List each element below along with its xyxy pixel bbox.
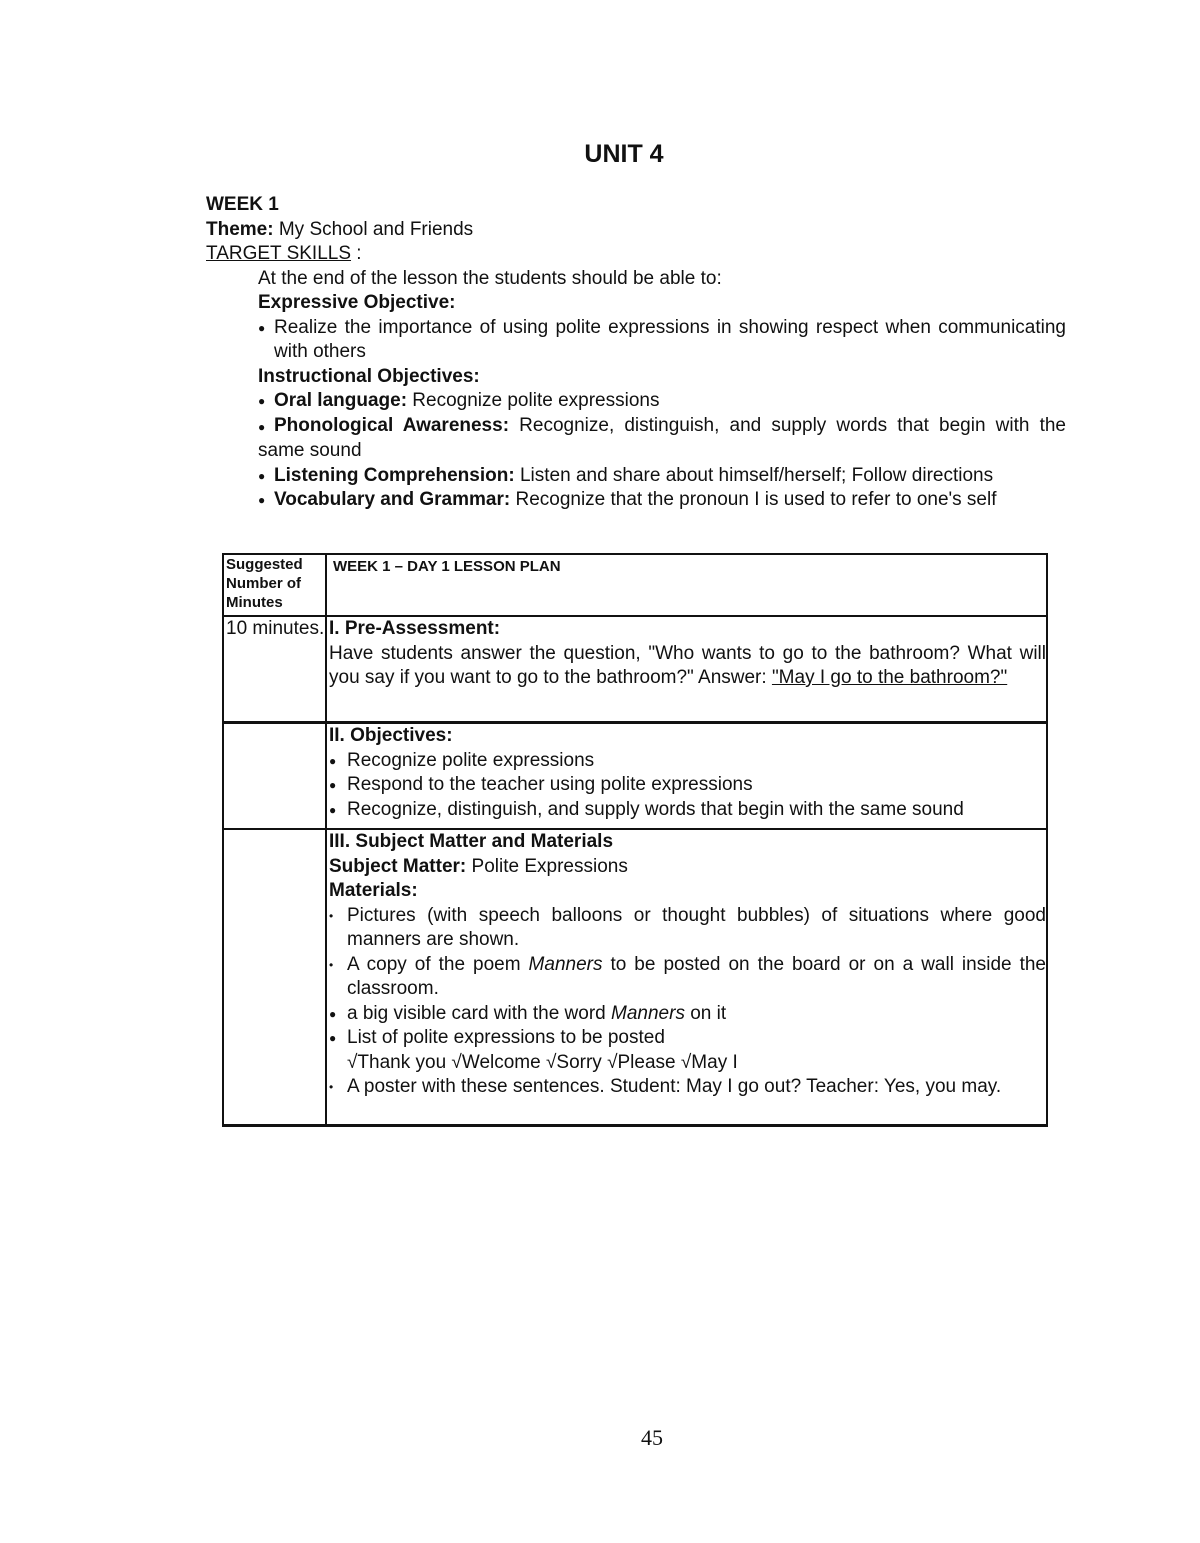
expressive-label: Expressive Objective: <box>258 292 456 313</box>
header-lesson-plan: WEEK 1 – DAY 1 LESSON PLAN <box>326 554 1047 616</box>
pre-assessment-cell <box>326 616 1047 723</box>
bullet-icon: ● <box>329 802 337 817</box>
table-row <box>223 829 1047 1126</box>
table-row <box>223 616 1047 723</box>
expressive-item-text: Realize the importance of using polite expressions in showing respect when communicating with others <box>274 316 1066 362</box>
list-item <box>329 953 1046 1002</box>
lesson-plan-table <box>222 553 1048 1127</box>
materials-label: Materials: <box>329 880 418 901</box>
objectives-block <box>206 267 1066 513</box>
bullet-icon: ● <box>329 753 337 768</box>
card-word: Manners <box>611 1002 685 1024</box>
instructional-item <box>258 488 1066 513</box>
instructional-item <box>258 464 1066 489</box>
pre-assessment-answer: "May I go to the bathroom?" <box>771 667 1008 688</box>
row-minutes <box>223 829 326 1126</box>
bullet-icon: • <box>329 908 334 923</box>
instructional-item-label: Oral language: <box>274 390 408 411</box>
week-heading: WEEK 1 <box>206 194 279 215</box>
list-item <box>329 773 1046 798</box>
bullet-icon: ● <box>329 1031 337 1045</box>
target-skills-line <box>206 242 1066 267</box>
target-skills-colon: : <box>351 243 362 264</box>
bullet-icon: ● <box>329 1006 337 1021</box>
instructional-item-label: Vocabulary and Grammar: <box>274 489 511 510</box>
instructional-item <box>258 414 1066 464</box>
instructional-item-label: Listening Comprehension: <box>274 464 515 486</box>
list-item-text: Respond to the teacher using polite expressions <box>347 774 753 795</box>
section-title: I. Pre-Assessment: <box>329 618 501 639</box>
instructional-item-text: Listen and share about himself/herself; Follow directions <box>514 464 994 486</box>
instructional-item <box>258 389 1066 414</box>
list-item-text: Recognize polite expressions <box>347 749 595 771</box>
header-minutes: Suggested Number of Minutes <box>223 554 326 616</box>
instructional-item-label: Phonological Awareness: <box>274 414 510 436</box>
table-header-row <box>223 554 1047 616</box>
subject-matter-label: Subject Matter: <box>329 855 467 877</box>
list-item-text: Recognize, distinguish, and supply words that begin with the same sound <box>347 798 964 820</box>
bullet-icon: ● <box>258 394 266 408</box>
section-title: II. Objectives: <box>329 725 453 746</box>
poem-title: Manners <box>528 953 603 975</box>
list-item <box>329 904 1046 953</box>
polite-expressions-checklist: √Thank you √Welcome √Sorry √Please √May I <box>347 1051 738 1073</box>
expressive-item <box>258 316 1066 365</box>
list-item-text: Pictures (with speech balloons or thought bubbles) of situations where good manners are shown. <box>347 904 1046 950</box>
list-item <box>329 749 1046 774</box>
bullet-icon: ● <box>258 320 266 335</box>
theme-label: Theme: <box>206 218 274 240</box>
list-item <box>329 1075 1046 1100</box>
unit-title: UNIT 4 <box>584 140 664 168</box>
instructional-item-text: Recognize, distinguish, and supply words that begin with the same sound <box>258 414 1067 461</box>
instructional-label: Instructional Objectives: <box>258 365 480 387</box>
subject-matter-value: Polite Expressions <box>466 855 628 877</box>
target-skills-label: TARGET SKILLS <box>206 243 352 264</box>
instructional-item-text: Recognize polite expressions <box>407 390 660 411</box>
bullet-icon: ● <box>258 493 266 507</box>
subject-matter-cell <box>326 829 1047 1126</box>
list-item-text: a big visible card with the word <box>347 1002 612 1024</box>
intro-section <box>206 193 1066 513</box>
list-item-text: List of polite expressions to be posted <box>347 1027 665 1048</box>
instructional-item-text: Recognize that the pronoun I is used to refer to one's self <box>510 489 997 510</box>
theme-value: My School and Friends <box>273 218 474 240</box>
pre-assessment-text: Have students answer the question, "Who wants to go to the bathroom? What will you say if you want to go to the bathroom?" Answer: <box>329 642 1046 688</box>
list-item <box>329 1002 1046 1027</box>
subject-matter-line <box>329 855 1046 880</box>
bullet-icon: ● <box>329 778 337 792</box>
list-item-text: A poster with these sentences. Student: May I go out? Teacher: Yes, you may. <box>347 1076 1002 1097</box>
bullet-icon: • <box>329 1080 334 1094</box>
bullet-icon: ● <box>258 419 266 434</box>
objectives-cell <box>326 723 1047 830</box>
row-minutes <box>223 723 326 830</box>
list-item-text: on it <box>684 1002 727 1024</box>
theme-line <box>206 218 1066 243</box>
bullet-icon: ● <box>258 468 266 483</box>
page-number: 45 <box>641 1425 663 1450</box>
row-minutes: 10 minutes. <box>223 616 326 723</box>
list-item-text: to be posted on the board or on a wall inside the classroom. <box>347 953 1046 999</box>
bullet-icon: • <box>329 957 334 972</box>
table-row <box>223 723 1047 830</box>
list-item <box>329 1026 1046 1051</box>
section-title: III. Subject Matter and Materials <box>329 831 614 852</box>
intro-line: At the end of the lesson the students should be able to: <box>258 267 722 289</box>
list-item-text: A copy of the poem <box>347 953 529 975</box>
list-item <box>329 798 1046 823</box>
